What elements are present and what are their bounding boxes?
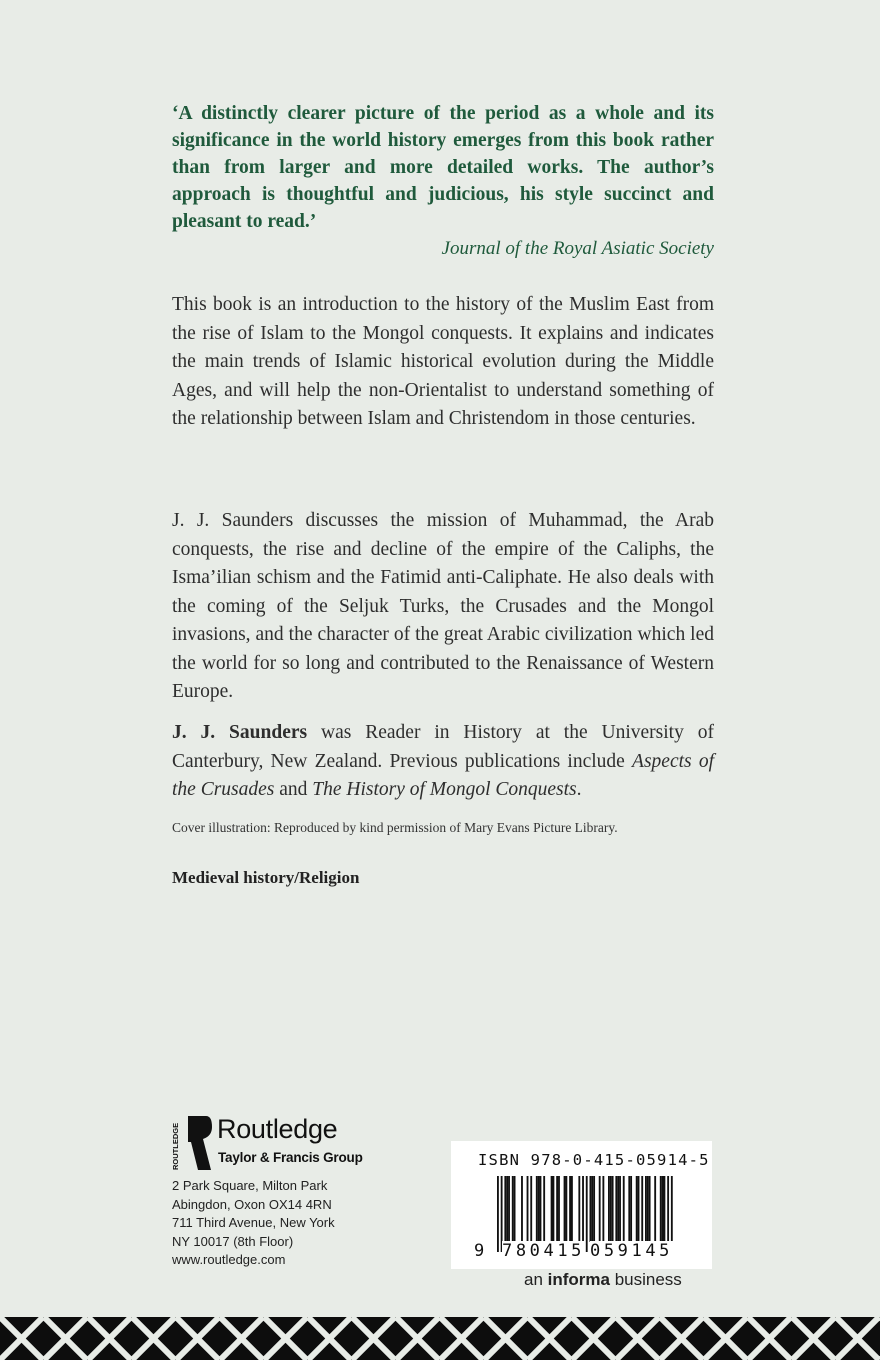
barcode-bar <box>565 1176 567 1242</box>
barcode-bar <box>512 1176 514 1242</box>
barcode-bar <box>615 1176 617 1242</box>
barcode-bar <box>553 1176 555 1242</box>
address-line: 2 Park Square, Milton Park <box>172 1178 328 1193</box>
bio-book-1: Aspects of the Crusades <box>172 750 714 800</box>
decorative-lattice-border <box>0 1317 880 1360</box>
barcode-bar <box>536 1176 538 1242</box>
barcode-bar <box>497 1176 499 1252</box>
barcode-bar <box>617 1176 619 1242</box>
barcode-bar <box>599 1176 601 1242</box>
barcode-left-digits: 780415 <box>502 1241 586 1261</box>
barcode-bar <box>654 1176 656 1242</box>
barcode-bar <box>521 1176 523 1242</box>
barcode-bar <box>664 1176 666 1242</box>
barcode-bar <box>586 1176 588 1252</box>
barcode-bar <box>602 1176 604 1242</box>
bio-book-2: The History of Mongol Conquests <box>312 779 577 800</box>
barcode-bar <box>590 1176 592 1242</box>
informa-tagline <box>524 1270 682 1290</box>
routledge-logo <box>172 1114 372 1172</box>
barcode-right-digits: 059145 <box>590 1241 674 1261</box>
barcode-bar <box>649 1176 651 1242</box>
author-bio <box>172 719 714 805</box>
bio-text-3: . <box>576 779 582 800</box>
barcode-bar <box>660 1176 662 1242</box>
logo-vertical-text: ROUTLEDGE <box>171 1122 180 1170</box>
publisher-group: Taylor & Francis Group <box>218 1150 363 1165</box>
barcode-bar <box>645 1176 647 1242</box>
barcode-bar <box>514 1176 516 1242</box>
tagline-pre: an <box>524 1270 548 1289</box>
barcode-bar <box>608 1176 610 1242</box>
barcode-bar <box>636 1176 638 1242</box>
author-name: J. J. Saunders <box>172 722 308 743</box>
address-line: Abingdon, Oxon OX14 4RN <box>172 1196 332 1212</box>
barcode-bar <box>530 1176 532 1242</box>
barcode-bar <box>641 1176 643 1242</box>
informa-brand: informa <box>547 1270 610 1289</box>
barcode-bar <box>538 1176 540 1242</box>
barcode-bar <box>543 1176 545 1242</box>
barcode-bar <box>571 1176 573 1242</box>
intro-paragraph: This book is an introduction to the history of the Muslim East from the rise of Islam to the Mongol conquests. It explains and indicates the main trends of Islamic historical evolution during the Middle Ages, and will help the non-Orientalist to understand something of the relationship between Islam and Christendom in those centuries. <box>172 294 714 429</box>
barcode-bar <box>638 1176 640 1242</box>
contents-paragraph: J. J. Saunders discusses the mission of Muhammad, the Arab conquests, the rise and decline of the empire of the Caliphs, the Isma’ilian schism and the Fatimid anti-Caliphate. He also deals with the coming of the Seljuk Turks, the Crusades and the Mongol invasions, and the character of the great Arabic civilization which led the world for so long and contributed to the Renaissance of Western Europe. <box>172 510 714 702</box>
barcode-bar <box>662 1176 664 1242</box>
review-quote: ‘A distinctly clearer picture of the period as a whole and its significance in the world history emerges from this book rather than from larger and more detailed works. The author’s approach is thoughtful and judicious, his style succinct and pleasant to read.’ <box>172 103 714 232</box>
publisher-address <box>172 1177 335 1270</box>
routledge-logo-icon <box>172 1114 212 1172</box>
publisher-name: Routledge <box>217 1114 338 1144</box>
barcode-bar <box>551 1176 553 1242</box>
barcode-bar <box>527 1176 529 1242</box>
quote-source: Journal of the Royal Asiatic Society <box>441 238 714 259</box>
barcode-bar <box>556 1176 558 1242</box>
barcode-bar <box>564 1176 566 1242</box>
isbn-label: ISBN 978-0-415-05914-5 <box>478 1151 710 1169</box>
address-line: NY 10017 (8th Floor) <box>172 1233 294 1249</box>
barcode-lead-digit: 9 <box>474 1241 485 1261</box>
barcode-bar <box>612 1176 614 1242</box>
barcode-bar <box>558 1176 560 1242</box>
subject-category: Medieval history/Religion <box>172 868 360 887</box>
barcode-bar <box>569 1176 571 1242</box>
barcode-bar <box>506 1176 508 1242</box>
barcode-bar <box>504 1176 506 1242</box>
barcode-bar <box>630 1176 632 1242</box>
barcode-bar <box>593 1176 595 1242</box>
barcode-bar <box>540 1176 542 1242</box>
bio-text-2: and <box>274 779 313 800</box>
barcode-bar <box>623 1176 625 1242</box>
tagline-post: business <box>609 1270 682 1289</box>
barcode-bar <box>647 1176 649 1242</box>
barcode-bar <box>578 1176 580 1242</box>
publisher-website: www.routledge.com <box>172 1252 286 1267</box>
barcode-bar <box>610 1176 612 1242</box>
bio-text-1: was Reader in History at the University of Canterbury, New Zealand. Previous publications include <box>172 722 715 772</box>
barcode-bar <box>591 1176 593 1242</box>
barcode-bar <box>628 1176 630 1242</box>
barcode-bar <box>508 1176 510 1242</box>
barcode-bar <box>619 1176 621 1242</box>
address-line: 711 Third Avenue, New York <box>172 1215 335 1230</box>
cover-credit: Cover illustration: Reproduced by kind permission of Mary Evans Picture Library. <box>172 820 618 835</box>
